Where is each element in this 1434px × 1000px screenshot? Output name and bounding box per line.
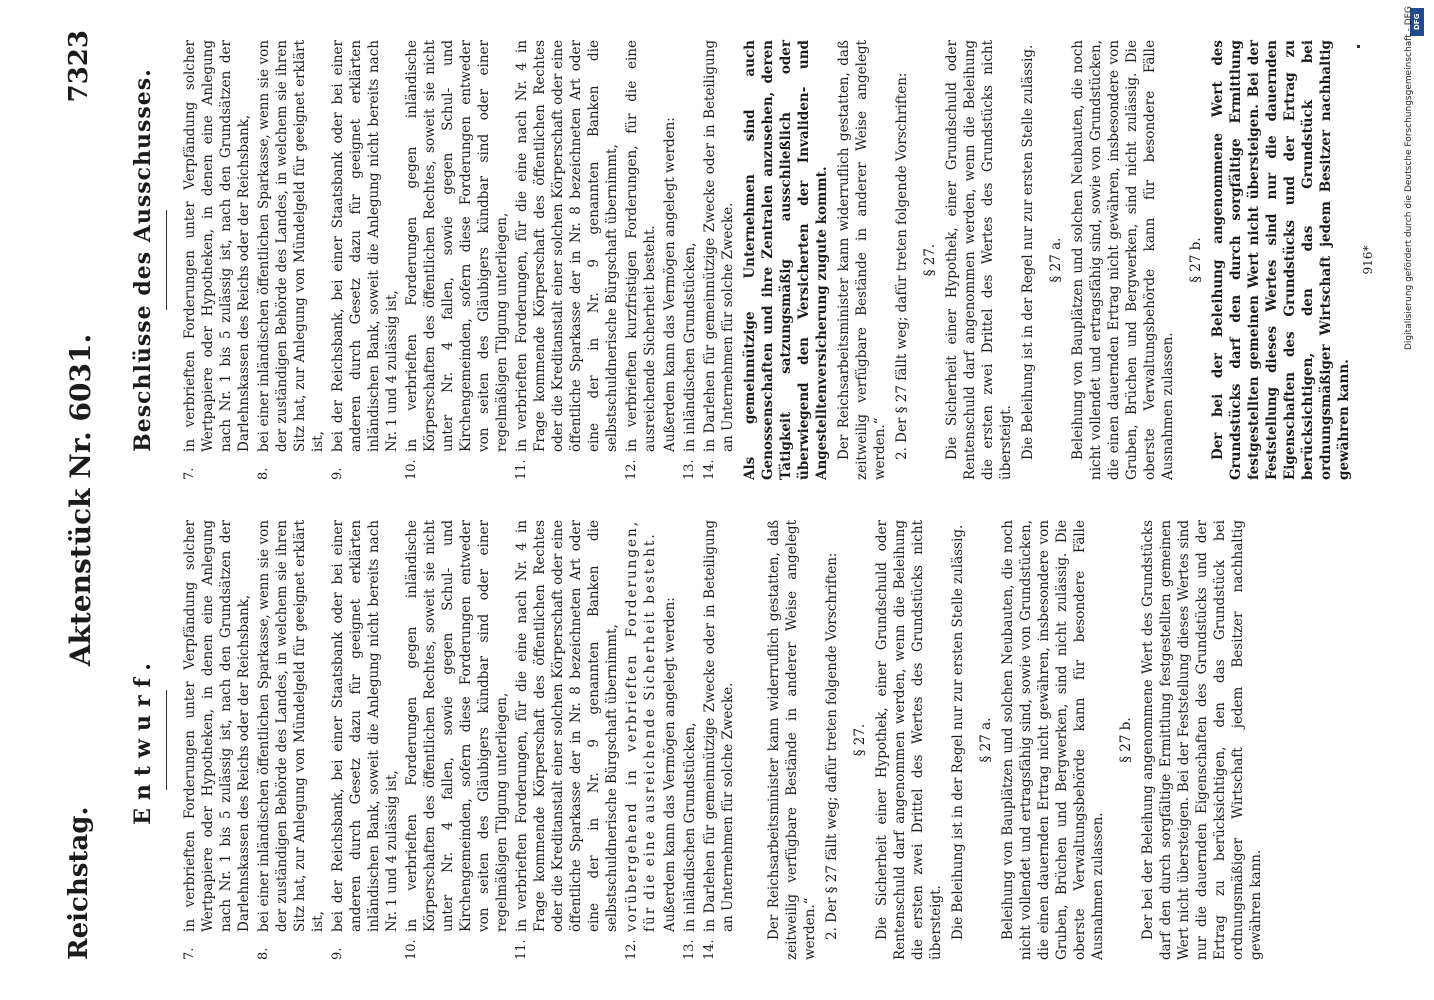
list-item	[255, 520, 327, 960]
item-number: 9.	[330, 947, 345, 960]
column-title-entwurf: Entwurf.	[130, 655, 156, 825]
header-document-number: Aktenstück Nr. 6031.	[64, 333, 97, 667]
section-heading-27: § 27.	[922, 243, 938, 277]
list-item	[623, 520, 659, 960]
dfg-logo-icon: DFG	[1410, 8, 1424, 36]
header-reichstag: Reichstag.	[64, 806, 94, 960]
item-text: bei der Reichsbank, bei einer Staatsbank oder bei einer anderen durch Gesetz dazu für geeignet erklärten inländischen Bank, soweit die Anlegung nicht bereits nach Nr. 1 und 4 zulässig ist,	[330, 40, 400, 452]
item-number: 11.	[514, 939, 529, 960]
section-27b-text: Der bei der Beleihung angenommene Wert des Grundstücks darf den durch sorgfältige Ermittlung festgestellten gemeinen Wert nicht übersteigen. Bei der Feststellung dieses Wertes sind nur die dauernden Eigenschaften des Grundstücks und der Ertrag zu berücksichtigen, den das Grundstück bei ordnungsmäßiger Wirtschaft jedem Besitzer nachhaltig gewähren kann.	[1210, 40, 1352, 480]
item-text: Außerdem kann das Vermögen angelegt werden:	[662, 597, 678, 932]
item-text: in verbrieften Forderungen, für die eine nach Nr. 4 in Frage kommende Körperschaft des öffentlichen Rechtes oder die Kreditanstalt einer solchen Körperschaft oder eine öffentliche Sparkasse der in Nr. 8 bezeichneten Art oder eine der in Nr. 9 genannten Banken die selbstschuldnerische Bürgschaft übernimmt,	[514, 40, 620, 452]
item-number: 14.	[702, 939, 717, 960]
section-27-text: Die Sicherheit einer Hypothek, einer Grundschuld oder Rentenschuld darf angenommen werden, wenn die Beleihung die ersten zwei Drittel des Wertes des Grundstücks nicht übersteigt.	[874, 520, 944, 960]
section-27b-text: Der bei der Beleihung angenommene Wert des Grundstücks darf den durch sorgfältige Ermittlung festgestellten gemeinen Wert nicht übersteigen. Bei der Feststellung dieses Wertes sind nur die dauernden Eigenschaften des Grundstücks und der Ertrag zu berücksichtigen, den das Grundstück bei ordnungsmäßiger Wirtschaft jedem Besitzer nachhaltig gewähren kann.	[1140, 520, 1264, 960]
item-text: bei der Reichsbank, bei einer Staatsbank oder bei einer anderen durch Gesetz dazu für geeignet erklärten inländischen Bank, soweit die Anlegung nicht bereits nach Nr. 1 und 4 zulässig ist,	[330, 520, 400, 932]
title-rule	[166, 690, 167, 790]
list-item	[701, 520, 737, 960]
paragraph-section-replacement: 2. Der § 27 fällt weg; dafür treten folgende Vorschriften:	[824, 552, 840, 940]
page-header	[64, 10, 104, 1000]
paragraph-reichsarbeitsminister: Der Reichsarbeitsminister kann widerruflich gestatten, daß zeitweilig verfügbare Bestände in anderer Weise angelegt werden.“	[766, 520, 818, 960]
section-heading-27a: § 27 a.	[1048, 237, 1064, 283]
item-number: 10.	[404, 459, 419, 480]
item-text: in inländischen Grundstücken,	[682, 722, 698, 932]
list-item	[255, 40, 327, 480]
item-text: in Darlehen für gemeinnützige Zwecke oder in Beteiligung an Unternehmen für solche Zwecke.	[702, 40, 736, 452]
bold-insert-gemeinnuetzig: Als gemeinnützige Unternehmen sind auch Genossenschaften und ihre Zentralen anzusehen, deren Tätigkeit satzungsmäßig ausschließlich oder überwiegend den Versicherten der Invaliden- und Angestelltenversicherung zugute kommt.	[742, 40, 830, 480]
list-item	[181, 40, 253, 480]
list-item	[701, 40, 737, 480]
item-number	[661, 932, 679, 960]
list-item	[513, 520, 621, 960]
scan-mark	[1357, 45, 1360, 48]
list-item	[403, 40, 511, 480]
list-item	[623, 40, 659, 480]
item-text: bei einer inländischen öffentlichen Sparkasse, wenn sie von der zuständigen Behörde des Landes, in welchem sie ihren Sitz hat, zur Anlegung von Mündelgeld für geeignet erklärt ist,	[256, 520, 326, 932]
list-item	[329, 40, 401, 480]
list-item	[661, 40, 679, 480]
item-number: 13.	[682, 459, 697, 480]
item-number: 12.	[624, 939, 639, 960]
rotated-page	[40, 10, 1380, 1000]
section-27-text: Die Sicherheit einer Hypothek, einer Grundschuld oder Rentenschuld darf angenommen werden, wenn die Beleihung die ersten zwei Drittel des Wertes des Grundstücks nicht übersteigt.	[944, 40, 1014, 480]
item-text: bei einer inländischen öffentlichen Sparkasse, wenn sie von der zuständigen Behörde des Landes, in welchem sie ihren Sitz hat, zur Anlegung von Mündelgeld für geeignet erklärt ist,	[256, 40, 326, 452]
item-number: 7.	[182, 947, 197, 960]
item-number: 13.	[682, 939, 697, 960]
item-number: 14.	[702, 459, 717, 480]
page-content	[40, 10, 1380, 1000]
item-number: 10.	[404, 939, 419, 960]
item-text: in verbrieften Forderungen unter Verpfändung solcher Wertpapiere oder Hypotheken, in denen eine Anlegung nach Nr. 1 bis 5 zulässig ist, nach den Grundsätzen der Darlehnskassen des Reichs oder der Reichsbank,	[182, 520, 252, 932]
footer-sheet-number: 916*	[1361, 245, 1375, 275]
item-number: 7.	[182, 467, 197, 480]
list-item	[403, 520, 511, 960]
item-text: in verbrieften kurzfristigen Forderungen, für die eine ausreichende Sicherheit besteht.	[624, 40, 658, 452]
item-number	[661, 452, 679, 480]
item-text: in verbrieften Forderungen unter Verpfändung solcher Wertpapiere oder Hypotheken, in denen eine Anlegung nach Nr. 1 bis 5 zulässig ist, nach den Grundsätzen der Darlehnskassen des Reichs oder der Reichsbank,	[182, 40, 252, 452]
item-text: vorübergehend in verbrieften Forderungen, für die eine ausreichende Sicherheit besteht.	[624, 520, 658, 932]
item-text: in verbrieften Forderungen, für die eine nach Nr. 4 in Frage kommende Körperschaft des öffentlichen Rechtes oder die Kreditanstalt einer solchen Körperschaft oder eine öffentliche Sparkasse der in Nr. 8 bezeichneten Art oder eine der in Nr. 9 genannten Banken die selbstschuldnerische Bürgschaft übernimmt,	[514, 520, 620, 932]
item-number: 12.	[624, 459, 639, 480]
list-item	[661, 520, 679, 960]
section-27-text-2: Die Beleihung ist in der Regel nur zur ersten Stelle zulässig.	[1020, 44, 1036, 460]
paragraph-reichsarbeitsminister: Der Reichsarbeitsminister kann widerruflich gestatten, daß zeitweilig verfügbare Bestände in anderer Weise angelegt werden.“	[836, 40, 888, 480]
item-number: 8.	[256, 947, 271, 960]
header-page-number: 7323	[64, 30, 94, 103]
section-heading-27b: § 27 b.	[1188, 237, 1204, 283]
list-item	[681, 520, 699, 960]
item-text: in verbrieften Forderungen gegen inländische Körperschaften des öffentlichen Rechtes, soweit sie nicht unter Nr. 4 fallen, sowie gegen Schul- und Kirchengemeinden, sofern diese Forderungen entweder von seiten des Gläubigers kündbar sind oder einer regelmäßigen Tilgung unterliegen,	[404, 520, 510, 932]
column-title-beschluesse: Beschlüsse des Ausschusses.	[130, 68, 156, 452]
column-entwurf	[128, 520, 1269, 960]
item-number: 8.	[256, 467, 271, 480]
item-text: in verbrieften Forderungen gegen inländische Körperschaften des öffentlichen Rechtes, soweit sie nicht unter Nr. 4 fallen, sowie gegen Schul- und Kirchengemeinden, sofern diese Forderungen entweder von seiten des Gläubigers kündbar sind oder einer regelmäßigen Tilgung unterliegen,	[404, 40, 510, 452]
digitization-credit: Digitalisierung gefördert durch die Deutsche Forschungsgemeinschaft - DFG	[1404, 6, 1414, 350]
section-27a-text: Beleihung von Bauplätzen und solchen Neubauten, die noch nicht vollendet und ertragsfähig sind, sowie von Grundstücken, die einen dauernden Ertrag nicht gewähren, insbesondere von Gruben, Brüchen und Bergwerken, sind nicht zulässig. Die oberste Verwaltungsbehörde kann für besondere Fälle Ausnahmen zulassen.	[1000, 520, 1106, 960]
section-heading-27b: § 27 b.	[1118, 717, 1134, 763]
column-beschluesse	[128, 40, 1377, 480]
section-27a-text: Beleihung von Bauplätzen und solchen Neubauten, die noch nicht vollendet und ertragsfähig sind, sowie von Grundstücken, die einen dauernden Ertrag nicht gewähren, insbesondere von Gruben, Brüchen und Bergwerken, sind nicht zulässig. Die oberste Verwaltungsbehörde kann für besondere Fälle Ausnahmen zulassen.	[1070, 40, 1176, 480]
section-27-text-2: Die Beleihung ist in der Regel nur zur ersten Stelle zulässig.	[950, 524, 966, 940]
item-text: Außerdem kann das Vermögen angelegt werden:	[662, 117, 678, 452]
item-list-left	[181, 520, 737, 960]
list-item	[329, 520, 401, 960]
item-text: in inländischen Grundstücken,	[682, 242, 698, 452]
item-text: in Darlehen für gemeinnützige Zwecke oder in Beteiligung an Unternehmen für solche Zwecke.	[702, 520, 736, 932]
item-number: 9.	[330, 467, 345, 480]
list-item	[181, 520, 253, 960]
list-item	[513, 40, 621, 480]
item-list-right	[181, 40, 737, 480]
title-rule	[166, 210, 167, 310]
section-heading-27: § 27.	[852, 723, 868, 757]
section-heading-27a: § 27 a.	[978, 717, 994, 763]
list-item	[681, 40, 699, 480]
paragraph-section-replacement: 2. Der § 27 fällt weg; dafür treten folgende Vorschriften:	[894, 72, 910, 460]
item-number: 11.	[514, 459, 529, 480]
